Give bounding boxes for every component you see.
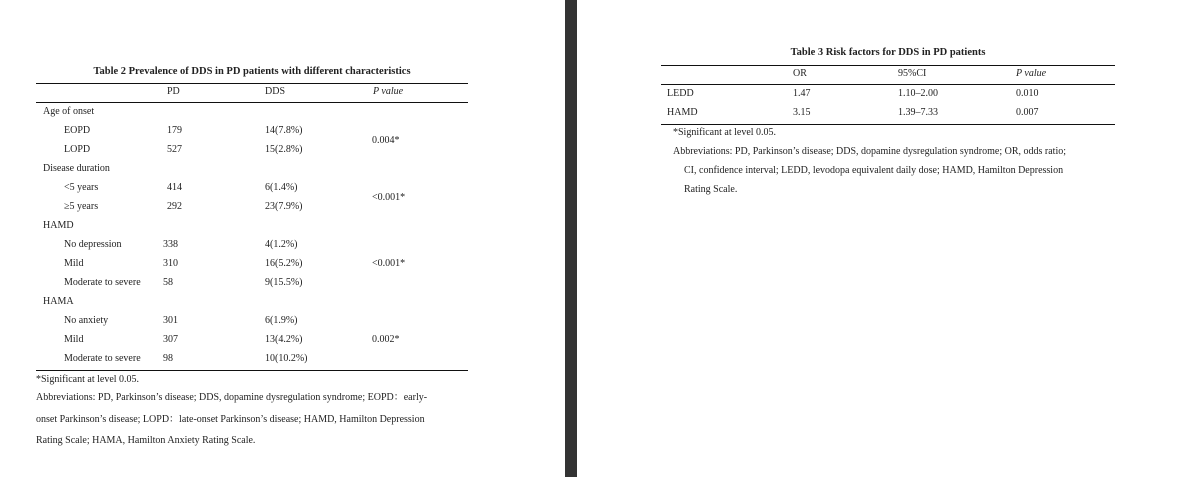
table2-row-dds: 14(7.8%) (265, 125, 303, 136)
table2-row-label: Moderate to severe (64, 353, 141, 364)
table2-row-label: No depression (64, 239, 122, 250)
table3-header-ci: 95%CI (898, 68, 927, 79)
table3-row-ci: 1.10–2.00 (898, 88, 938, 99)
table2-row-label: EOPD (64, 125, 91, 136)
table2-row-pd: 414 (167, 182, 182, 193)
table2-row-pd: 58 (163, 277, 173, 288)
table3-bottom-rule (661, 124, 1115, 125)
table2-row-pd: 310 (163, 258, 178, 269)
table2-group-pvalue: 0.004* (372, 135, 400, 146)
table2-row-label: <5 years (64, 182, 99, 193)
table2-row-pd: 98 (163, 353, 173, 364)
table3-row-label: HAMD (667, 107, 698, 118)
table2-row-label: No anxiety (64, 315, 109, 326)
table2-row-dds: 15(2.8%) (265, 144, 303, 155)
table2-row-dds: 9(15.5%) (265, 277, 303, 288)
table3-top-rule (661, 65, 1115, 66)
table2-row-dds: 4(1.2%) (265, 239, 298, 250)
table3-abbreviations-line: CI, confidence interval; LEDD, levodopa equivalent daily dose; HAMD, Hamilton Depression (684, 165, 1064, 176)
table2-row-dds: 16(5.2%) (265, 258, 303, 269)
table3-row-or: 1.47 (793, 88, 811, 99)
table2-group-pvalue: <0.001* (372, 258, 406, 269)
table2-significance-note: *Significant at level 0.05. (36, 374, 140, 385)
table2-group-label: Age of onset (43, 106, 95, 117)
table2-row-pd: 301 (163, 315, 178, 326)
table2-row-label: Mild (64, 334, 84, 345)
table2-top-rule (36, 83, 468, 84)
table2-row-pd: 179 (167, 125, 182, 136)
table2-row-pd: 527 (167, 144, 182, 155)
table2-row-pd: 338 (163, 239, 178, 250)
table3-title: Table 3 Risk factors for DDS in PD patients (790, 47, 986, 58)
table3-row-ci: 1.39–7.33 (898, 107, 938, 118)
table2-row-label: Moderate to severe (64, 277, 141, 288)
table3-row-pvalue: 0.007 (1016, 107, 1039, 118)
table2-row-pd: 292 (167, 201, 182, 212)
table2-row-label: ≥5 years (64, 201, 99, 212)
table2-header-rule (36, 102, 468, 103)
table2-group-label: Disease duration (43, 163, 110, 174)
table2-group-pvalue: <0.001* (372, 192, 406, 203)
table3-header-pvalue: P value (1016, 68, 1047, 79)
table2-row-dds: 6(1.9%) (265, 315, 298, 326)
table3-header-rule (661, 84, 1115, 85)
table2-row-dds: 23(7.9%) (265, 201, 303, 212)
table2-row-label: LOPD (64, 144, 91, 155)
table2-row-dds: 13(4.2%) (265, 334, 303, 345)
table2-abbreviations-line: onset Parkinson’s disease; LOPD：late-onset Parkinson’s disease; HAMD, Hamilton Depression (36, 414, 425, 425)
table2-abbreviations-line: Abbreviations: PD, Parkinson’s disease; DDS, dopamine dysregulation syndrome; EOPD：early- (36, 392, 428, 403)
table3-header-or: OR (793, 68, 807, 79)
table3-abbreviations-line: Abbreviations: PD, Parkinson’s disease; DDS, dopamine dysregulation syndrome; OR, odds ratio; (673, 146, 1067, 157)
right-page (577, 0, 1191, 477)
table2-title: Table 2 Prevalence of DDS in PD patients with different characteristics (93, 66, 411, 77)
table2-row-dds: 10(10.2%) (265, 353, 308, 364)
table2-group-label: HAMA (43, 296, 74, 307)
table2-header-pvalue: P value (373, 86, 404, 97)
table2-row-label: Mild (64, 258, 84, 269)
table2-header-pd: PD (167, 86, 180, 97)
table3-row-pvalue: 0.010 (1016, 88, 1039, 99)
table2-bottom-rule (36, 370, 468, 371)
table3-significance-note: *Significant at level 0.05. (673, 127, 777, 138)
table3-abbreviations-line: Rating Scale. (684, 184, 738, 195)
page-divider (565, 0, 577, 477)
table2-abbreviations-line: Rating Scale; HAMA, Hamilton Anxiety Rating Scale. (36, 435, 256, 446)
table2-header-dds: DDS (265, 86, 286, 97)
table2-row-pd: 307 (163, 334, 178, 345)
table2-group-label: HAMD (43, 220, 74, 231)
table2-row-dds: 6(1.4%) (265, 182, 298, 193)
table3-row-label: LEDD (667, 88, 694, 99)
table3-row-or: 3.15 (793, 107, 811, 118)
table2-group-pvalue: 0.002* (372, 334, 400, 345)
